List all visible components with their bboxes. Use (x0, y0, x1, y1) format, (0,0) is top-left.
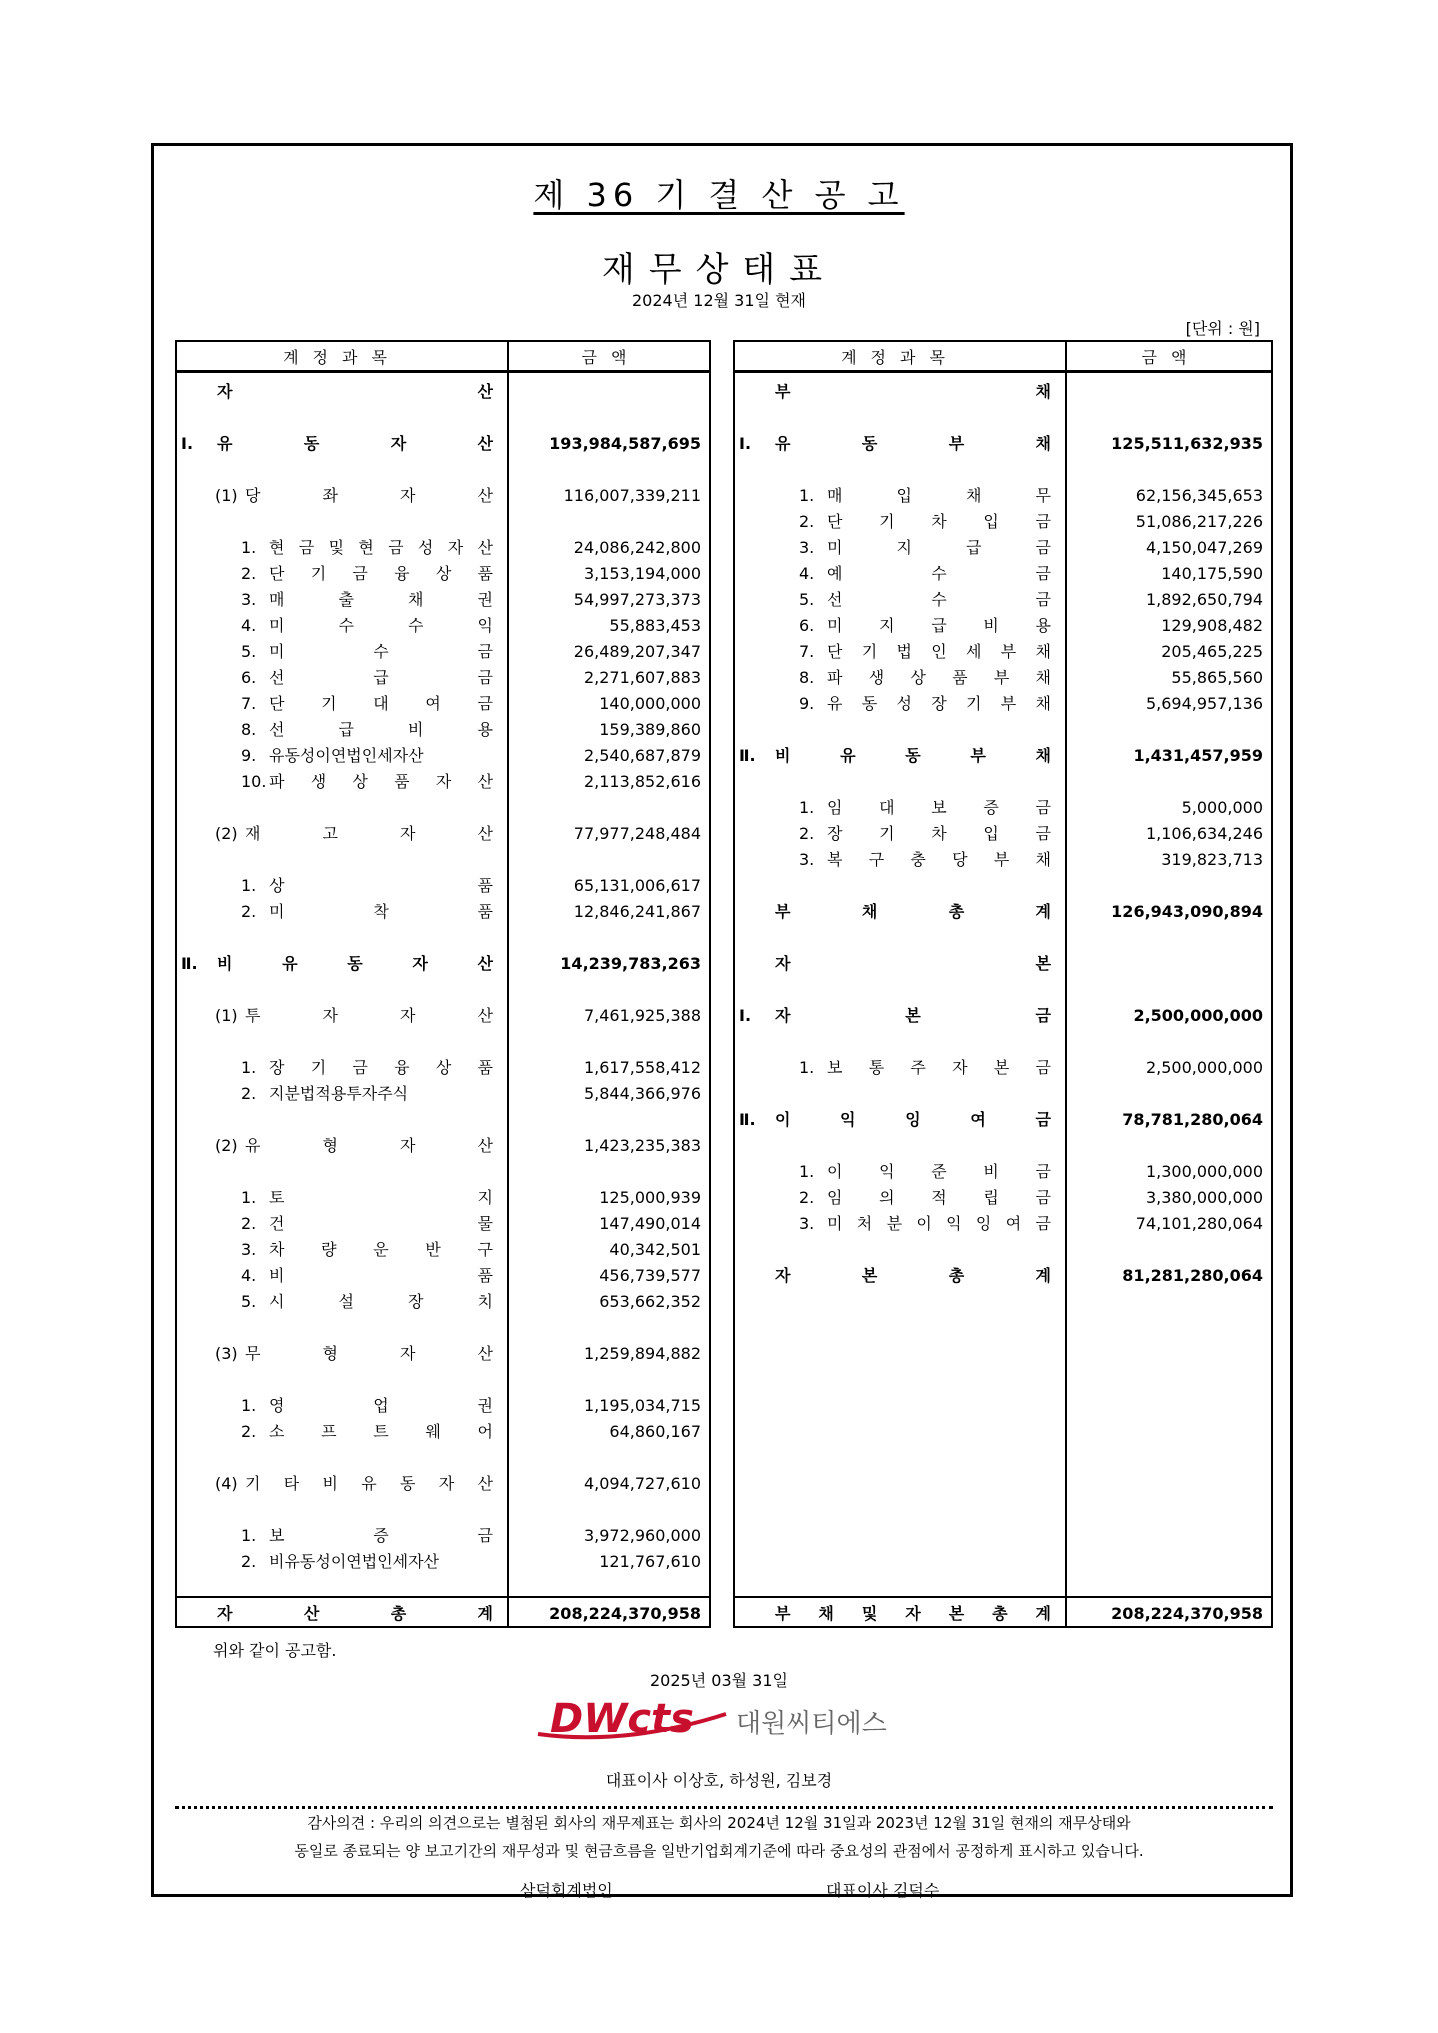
account-label: 예 수 금 (827, 564, 1051, 583)
amount-value: 159,389,860 (599, 720, 701, 739)
amount-value: 125,000,939 (599, 1188, 701, 1207)
row-number: 6. (799, 616, 815, 635)
auditor-ceo: 대표이사 김덕수 (826, 1881, 940, 1900)
table-row (177, 1602, 709, 1626)
row-number: 8. (799, 668, 815, 687)
amount-value: 4,094,727,610 (583, 1474, 701, 1493)
row-number: Ⅰ. (739, 1006, 752, 1025)
account-label: 이 익 잉 여 금 (775, 1110, 1051, 1129)
amount-value: 1,423,235,383 (583, 1136, 701, 1155)
table-row (735, 692, 1271, 716)
amount-value: 2,540,687,879 (583, 746, 701, 765)
amount-value: 208,224,370,958 (549, 1604, 701, 1623)
table-row (177, 380, 709, 404)
row-number: 9. (799, 694, 815, 713)
account-label: 단 기 금 융 상 품 (269, 564, 493, 583)
ceo-names: 대표이사 이상호, 하성원, 김보경 (605, 1771, 833, 1790)
row-number: (2) (215, 824, 238, 843)
table-row (735, 952, 1271, 976)
amount-value: 319,823,713 (1161, 850, 1263, 869)
table-row (177, 874, 709, 898)
table-row (735, 432, 1271, 456)
table-row (177, 1420, 709, 1444)
amount-value: 4,150,047,269 (1145, 538, 1263, 557)
table-row (177, 484, 709, 508)
row-number: 1. (799, 1162, 815, 1181)
amount-value: 147,490,014 (599, 1214, 701, 1233)
table-row (177, 1524, 709, 1548)
table-row (177, 718, 709, 742)
as-of-date: 2024년 12월 31일 현재 (632, 291, 806, 310)
account-label: 건 물 (269, 1214, 493, 1233)
table-row (735, 614, 1271, 638)
row-number: 4. (241, 1266, 257, 1285)
table-row (177, 614, 709, 638)
table-row (177, 692, 709, 716)
row-number: 7. (241, 694, 257, 713)
row-number: 2. (799, 1188, 815, 1207)
row-number: (4) (215, 1474, 238, 1493)
amount-value: 51,086,217,226 (1135, 512, 1263, 531)
amount-value: 208,224,370,958 (1111, 1604, 1263, 1623)
amount-value: 3,380,000,000 (1145, 1188, 1263, 1207)
account-label: 미 처 분 이 익 잉 여 금 (827, 1214, 1051, 1233)
table-row (177, 666, 709, 690)
account-label: 단 기 법 인 세 부 채 (827, 642, 1051, 661)
row-number: (3) (215, 1344, 238, 1363)
account-label: 유 동 자 산 (217, 434, 493, 453)
account-label: 자 산 (217, 382, 493, 401)
amount-value: 1,259,894,882 (583, 1344, 701, 1363)
account-label: 무 형 자 산 (245, 1344, 493, 1363)
audit-opinion-line1: 감사의견 : 우리의 의견으로는 별첨된 회사의 재무제표는 회사의 2024년 12월 31일과 2023년 12월 31일 현재의 재무상태와 (307, 1814, 1131, 1832)
table-row (177, 1186, 709, 1210)
divider (175, 1806, 1273, 1809)
account-label: 선 수 금 (827, 590, 1051, 609)
row-number: (1) (215, 1006, 238, 1025)
row-number: 6. (241, 668, 257, 687)
row-number: 1. (241, 876, 257, 895)
row-number: 1. (241, 1396, 257, 1415)
table-row (735, 640, 1271, 664)
account-label: 파 생 상 품 부 채 (827, 668, 1051, 687)
account-label: 자 본 총 계 (775, 1266, 1051, 1285)
amount-value: 2,113,852,616 (583, 772, 701, 791)
amount-value: 5,694,957,136 (1145, 694, 1263, 713)
total-divider (177, 1596, 709, 1598)
amount-value: 125,511,632,935 (1111, 434, 1263, 453)
amount-value: 121,767,610 (599, 1552, 701, 1571)
row-number: 9. (241, 746, 257, 765)
table-row (177, 822, 709, 846)
table-row (177, 1394, 709, 1418)
table-row (735, 744, 1271, 768)
account-label: 임 대 보 증 금 (827, 798, 1051, 817)
row-number: 2. (799, 512, 815, 531)
account-label: 기 타 비 유 동 자 산 (245, 1474, 493, 1493)
account-label: 당 좌 자 산 (245, 486, 493, 505)
row-number: 1. (799, 798, 815, 817)
table-row (735, 1602, 1271, 1626)
amount-value: 5,844,366,976 (583, 1084, 701, 1103)
amount-value: 64,860,167 (609, 1422, 701, 1441)
table-row (735, 588, 1271, 612)
amount-value: 2,500,000,000 (1145, 1058, 1263, 1077)
account-label: 이 익 준 비 금 (827, 1162, 1051, 1181)
account-label: 미 수 금 (269, 642, 493, 661)
row-number: 1. (799, 1058, 815, 1077)
account-label: 자 본 금 (775, 1006, 1051, 1025)
row-number: 1. (241, 1526, 257, 1545)
row-number: 1. (241, 1188, 257, 1207)
table-row (735, 848, 1271, 872)
table-row (735, 562, 1271, 586)
table-row (177, 536, 709, 560)
row-number: 7. (799, 642, 815, 661)
table-row (735, 536, 1271, 560)
table-row (177, 744, 709, 768)
account-label: 유동성이연법인세자산 (269, 746, 424, 765)
account-label: 시 설 장 치 (269, 1292, 493, 1311)
row-number: 2. (241, 902, 257, 921)
account-label: 부 채 총 계 (775, 902, 1051, 921)
amount-value: 7,461,925,388 (583, 1006, 701, 1025)
table-row (735, 1160, 1271, 1184)
row-number: 1. (799, 486, 815, 505)
account-label: 현 금 및 현 금 성 자 산 (269, 538, 493, 557)
account-label: 복 구 충 당 부 채 (827, 850, 1051, 869)
audit-opinion-line2: 동일로 종료되는 양 보고기간의 재무성과 및 현금흐름을 일반기업회계기준에 따라 중요성의 관점에서 공정하게 표시하고 있습니다. (294, 1842, 1144, 1860)
amount-value: 140,000,000 (599, 694, 701, 713)
table-row (177, 640, 709, 664)
table-row (177, 1550, 709, 1574)
statement-title: 재무상태표 (601, 250, 837, 290)
row-number: 3. (799, 1214, 815, 1233)
amount-value: 40,342,501 (609, 1240, 701, 1259)
account-label: 파 생 상 품 자 산 (269, 772, 493, 791)
account-header: 계정과목 (283, 348, 401, 367)
table-row (735, 1186, 1271, 1210)
table-row (177, 1472, 709, 1496)
table-row (177, 1238, 709, 1262)
account-label: 자 본 (775, 954, 1051, 973)
row-number: 3. (241, 1240, 257, 1259)
account-label: 선 급 금 (269, 668, 493, 687)
row-number: Ⅱ. (181, 954, 198, 973)
amount-value: 205,465,225 (1161, 642, 1263, 661)
account-label: 보 통 주 자 본 금 (827, 1058, 1051, 1077)
account-label: 보 증 금 (269, 1526, 493, 1545)
account-label: 부 채 (775, 382, 1051, 401)
row-number: 8. (241, 720, 257, 739)
account-label: 비 유 동 부 채 (775, 746, 1051, 765)
amount-value: 116,007,339,211 (563, 486, 701, 505)
dwcts-logo-icon (536, 1694, 906, 1746)
row-number: 5. (241, 1292, 257, 1311)
table-row (735, 900, 1271, 924)
row-number: 5. (799, 590, 815, 609)
row-number: 1. (241, 538, 257, 557)
amount-value: 2,271,607,883 (583, 668, 701, 687)
row-number: 3. (799, 538, 815, 557)
table-row (177, 952, 709, 976)
account-label: 비유동성이연법인세자산 (269, 1552, 440, 1571)
table-row (735, 666, 1271, 690)
amount-value: 26,489,207,347 (573, 642, 701, 661)
account-label: 임 의 적 립 금 (827, 1188, 1051, 1207)
account-label: 자 산 총 계 (217, 1604, 493, 1623)
table-row (735, 1004, 1271, 1028)
row-number: 2. (241, 564, 257, 583)
row-number: Ⅱ. (739, 1110, 756, 1129)
amount-header: 금액 (581, 348, 641, 367)
row-number: (1) (215, 486, 238, 505)
row-number: (2) (215, 1136, 238, 1155)
table-row (177, 1082, 709, 1106)
row-number: 2. (241, 1552, 257, 1571)
row-number: Ⅰ. (739, 434, 752, 453)
table-row (735, 484, 1271, 508)
account-label: 단 기 대 여 금 (269, 694, 493, 713)
amount-value: 1,617,558,412 (583, 1058, 701, 1077)
table-row (177, 900, 709, 924)
table-row (735, 822, 1271, 846)
amount-value: 129,908,482 (1161, 616, 1263, 635)
account-label: 미 착 품 (269, 902, 493, 921)
amount-value: 5,000,000 (1181, 798, 1263, 817)
amount-value: 2,500,000,000 (1133, 1006, 1263, 1025)
table-row (177, 432, 709, 456)
table-row (177, 588, 709, 612)
table-row (177, 1342, 709, 1366)
row-number: Ⅰ. (181, 434, 194, 453)
assets-table (175, 340, 711, 1628)
account-label: 재 고 자 산 (245, 824, 493, 843)
closing-statement: 위와 같이 공고함. (213, 1641, 337, 1660)
row-number: 2. (799, 824, 815, 843)
row-number: 4. (241, 616, 257, 635)
liabilities-equity-table (733, 340, 1273, 1628)
account-label: 상 품 (269, 876, 493, 895)
amount-value: 1,106,634,246 (1145, 824, 1263, 843)
unit-label: [단위 : 원] (1185, 319, 1260, 338)
table-row (735, 510, 1271, 534)
amount-value: 12,846,241,867 (573, 902, 701, 921)
amount-value: 55,883,453 (609, 616, 701, 635)
amount-value: 81,281,280,064 (1122, 1266, 1263, 1285)
amount-value: 456,739,577 (599, 1266, 701, 1285)
account-header: 계정과목 (841, 348, 959, 367)
account-label: 매 출 채 권 (269, 590, 493, 609)
amount-value: 24,086,242,800 (573, 538, 701, 557)
table-row (735, 796, 1271, 820)
amount-value: 54,997,273,373 (573, 590, 701, 609)
notice-date: 2025년 03월 31일 (650, 1671, 788, 1690)
account-label: 비 유 동 자 산 (217, 954, 493, 973)
table-row (735, 1264, 1271, 1288)
account-label: 미 지 급 비 용 (827, 616, 1051, 635)
table-row (735, 1056, 1271, 1080)
row-number: 10. (241, 772, 267, 791)
amount-value: 3,153,194,000 (583, 564, 701, 583)
row-number: 5. (241, 642, 257, 661)
row-number: 2. (241, 1084, 257, 1103)
table-row (177, 770, 709, 794)
table-row (177, 1004, 709, 1028)
amount-value: 1,195,034,715 (583, 1396, 701, 1415)
amount-value: 62,156,345,653 (1135, 486, 1263, 505)
row-number: 2. (241, 1214, 257, 1233)
account-label: 유 동 성 장 기 부 채 (827, 694, 1051, 713)
account-label: 영 업 권 (269, 1396, 493, 1415)
account-label: 장 기 금 융 상 품 (269, 1058, 493, 1077)
table-row (735, 1212, 1271, 1236)
amount-value: 1,892,650,794 (1145, 590, 1263, 609)
amount-value: 78,781,280,064 (1122, 1110, 1263, 1129)
company-name: 대원씨티에스 (736, 1709, 887, 1739)
table-header (735, 342, 1271, 373)
account-label: 미 수 수 익 (269, 616, 493, 635)
account-label: 단 기 차 입 금 (827, 512, 1051, 531)
account-label: 비 품 (269, 1266, 493, 1285)
table-row (177, 1290, 709, 1314)
row-number: 4. (799, 564, 815, 583)
amount-value: 1,300,000,000 (1145, 1162, 1263, 1181)
table-header (177, 342, 709, 373)
account-label: 장 기 차 입 금 (827, 824, 1051, 843)
table-row (177, 1212, 709, 1236)
account-label: 토 지 (269, 1188, 493, 1207)
account-label: 소 프 트 웨 어 (269, 1422, 493, 1441)
amount-value: 77,977,248,484 (573, 824, 701, 843)
account-label: 차 량 운 반 구 (269, 1240, 493, 1259)
account-label: 지분법적용투자주식 (269, 1084, 409, 1103)
table-row (735, 1108, 1271, 1132)
account-label: 유 형 자 산 (245, 1136, 493, 1155)
row-number: 3. (241, 590, 257, 609)
row-number: 1. (241, 1058, 257, 1077)
table-row (177, 562, 709, 586)
account-label: 투 자 자 산 (245, 1006, 493, 1025)
company-logo (536, 1694, 906, 1746)
table-row (177, 1134, 709, 1158)
total-divider (735, 1596, 1271, 1598)
table-row (177, 1264, 709, 1288)
auditor-firm: 삼덕회계법인 (520, 1881, 613, 1900)
column-divider (1065, 342, 1067, 1626)
amount-value: 65,131,006,617 (573, 876, 701, 895)
table-row (177, 1056, 709, 1080)
amount-value: 14,239,783,263 (560, 954, 701, 973)
amount-value: 126,943,090,894 (1111, 902, 1263, 921)
amount-value: 140,175,590 (1161, 564, 1263, 583)
row-number: 3. (799, 850, 815, 869)
account-label: 선 급 비 용 (269, 720, 493, 739)
account-label: 부 채 및 자 본 총 계 (775, 1604, 1051, 1623)
amount-value: 1,431,457,959 (1133, 746, 1263, 765)
row-number: 2. (241, 1422, 257, 1441)
account-label: 매 입 채 무 (827, 486, 1051, 505)
table-row (735, 380, 1271, 404)
amount-header: 금액 (1141, 348, 1201, 367)
amount-value: 653,662,352 (599, 1292, 701, 1311)
row-number: Ⅱ. (739, 746, 756, 765)
amount-value: 74,101,280,064 (1135, 1214, 1263, 1233)
amount-value: 193,984,587,695 (549, 434, 701, 453)
amount-value: 55,865,560 (1171, 668, 1263, 687)
logo-wordmark: DWcts (550, 1696, 694, 1742)
notice-title: 제 36 기 결 산 공 고 (533, 176, 905, 214)
account-label: 유 동 부 채 (775, 434, 1051, 453)
amount-value: 3,972,960,000 (583, 1526, 701, 1545)
account-label: 미 지 급 금 (827, 538, 1051, 557)
